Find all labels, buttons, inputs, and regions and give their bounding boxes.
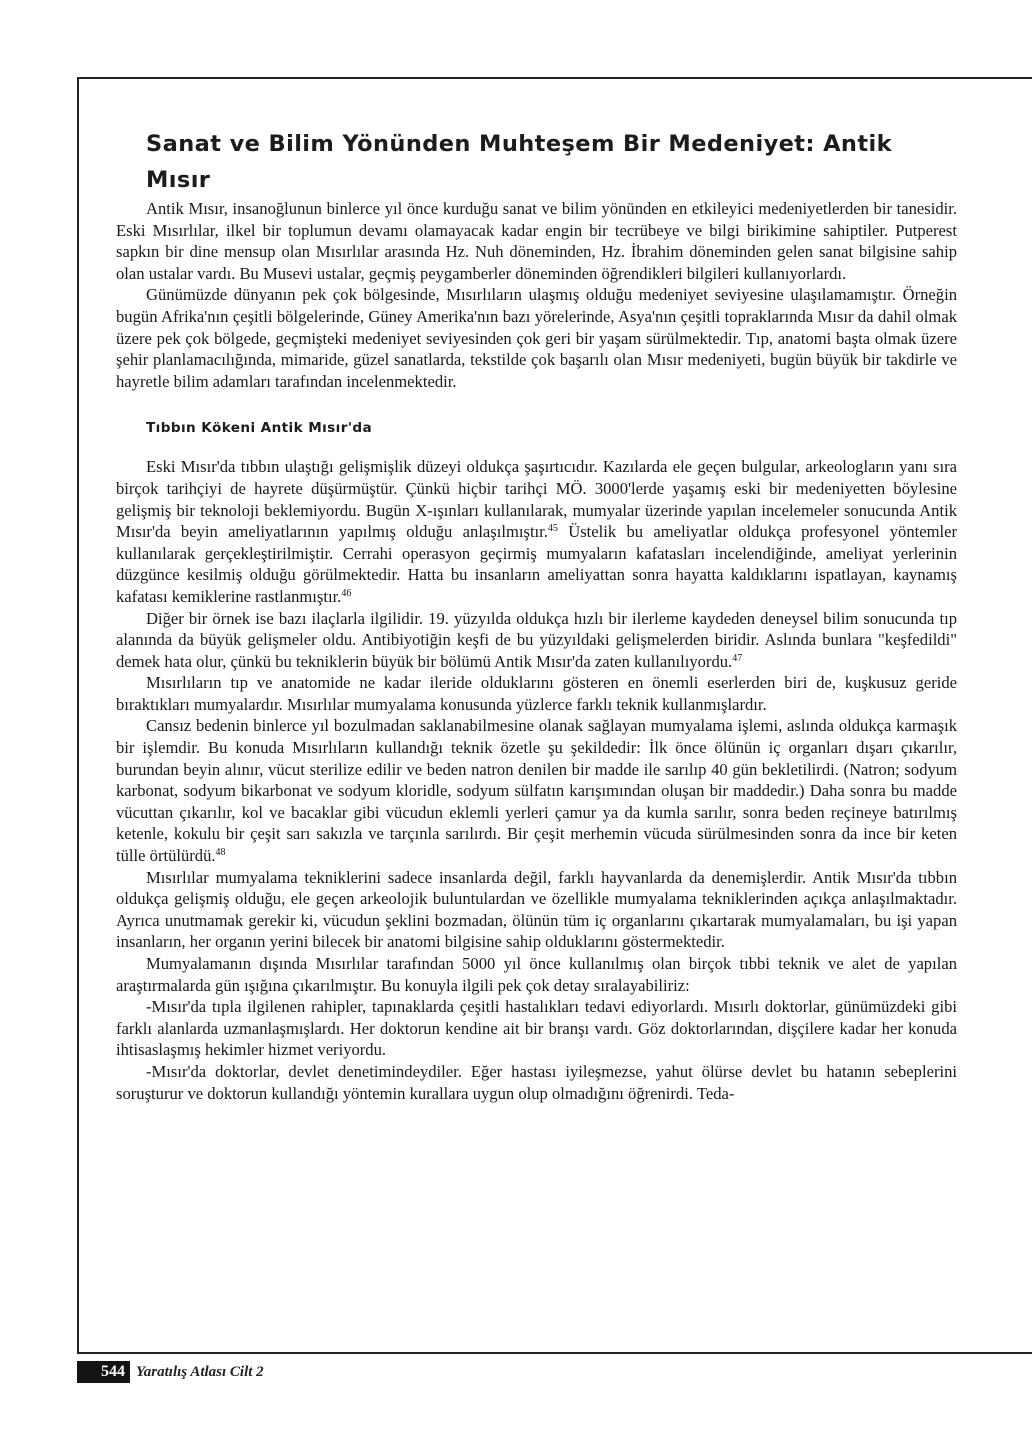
section-heading: Tıbbın Kökeni Antik Mısır'da xyxy=(146,420,373,437)
section-paragraph: Mısırlılar mumyalama tekniklerini sadece insanlarda değil, farklı hayvanlarda da denemişlerdir. Antik Mısır'da tıbbın oldukça gelişmiş olduğu, ele geçen arkeolojik buluntulardan ve özellikle mumyalama tekniklerinden açıkça anlaşılmaktadır. Ayrıca unutmamak gerekir ki, vücudun şeklini bozmadan, ölünün tüm iç organlarını çıkartarak mumyalamaları, bu işi yapan insanların, her organın yerini bilecek bir anatomi bilgisine sahip olduklarını göstermektedir. xyxy=(116,867,957,952)
article-body xyxy=(116,126,957,1104)
footnote-ref: 45 xyxy=(547,523,558,535)
footnote-ref: 47 xyxy=(732,652,743,664)
section-paragraph xyxy=(116,715,957,866)
intro-paragraph: Antik Mısır, insanoğlunun binlerce yıl önce kurduğu sanat ve bilim yönünden en etkileyici medeniyetlerden bir tanesidir. Eski Mısırlılar, ilkel bir toplumun devamı olamayacak kadar engin bir tecrübeye ve bilgi birikimine sahiptiler. Putperest sapkın bir dine mensup olan Mısırlılar arasında Hz. Nuh döneminden, Hz. İbrahim döneminden gelen sanat bilgisine sahip olan ustalar vardı. Bu Musevi ustalar, geçmiş peygamberler döneminden öğrendikleri bilgileri kullanıyorlardı. xyxy=(116,199,957,283)
paragraph-text: Eski Mısır'da tıbbın ulaştığı gelişmişlik düzeyi oldukça şaşırtıcıdır. Kazılarda ele geçen bulgular, arkeologların yanı sıra birçok tarihçiyi de hayrete düşürmüştür. Çünkü hiçbir tarihçi MÖ. 3000'lerde yaşamış eski bir medeniyetten böylesine gelişmiş bir teknoloji beklemiyordu. Bugün X-ışınları kullanılarak, mumyalar üzerinde yapılan incelemeler sonucunda Antik Mısır'da beyin ameliyatlarının yapılmış olduğu anlaşılmıştır. xyxy=(116,457,957,542)
section-paragraph: -Mısır'da tıpla ilgilenen rahipler, tapınaklarda çeşitli hastalıkları tedavi ediyorlardı. Mısırlı doktorlar, günümüzdeki gibi farklı alanlarda uzmanlaşmışlardı. Her doktorun kendine ait bir branşı vardı. Göz doktorlarından, dişçilere kadar her konuda ihtisaslaşmış hekimler hizmet veriyordu. xyxy=(116,997,957,1060)
section-paragraph xyxy=(116,456,957,607)
footnote-ref: 46 xyxy=(341,587,352,599)
section-paragraph xyxy=(116,608,957,673)
book-title: Yaratılış Atlası Cilt 2 xyxy=(136,1363,264,1380)
paragraph-text: Üstelik bu ameliyatlar oldukça profesyonel yöntemler kullanılarak gerçekleştirilmiştir. Cerrahi operasyon geçirmiş mumyaların kafatasları incelendiğinde, ameliyat yerlerinin düzgünce kesilmiş olduğu görülmektedir. Hatta bu insanların ameliyattan sonra hayatta kaldıklarını ispatlayan, kaynamış kafatası kemiklerine rastlanmıştır. xyxy=(116,522,957,606)
section-paragraph: -Mısır'da doktorlar, devlet denetimindeydiler. Eğer hastası iyileşmezse, yahut ölürse devlet bu hatanın sebeplerini soruşturur ve doktorun kullandığı yöntemin kurallara uygun olup olmadığını öğrenirdi. Teda- xyxy=(116,1061,957,1103)
page-number: 544 xyxy=(77,1361,130,1383)
paragraph-text: Diğer bir örnek ise bazı ilaçlarla ilgilidir. 19. yüzyılda oldukça hızlı bir ilerleme kaydeden deneysel bilim sonucunda tıp alanında da büyük gelişmeler oldu. Antibiyotiğin keşfi de bu yüzyıldaki gelişmelerden biridir. Aslında bunlara "keşfedildi" demek hata olur, çünkü bu tekniklerin büyük bir bölümü Antik Mısır'da zaten kullanılıyordu. xyxy=(116,608,957,671)
section-paragraph: Mısırlıların tıp ve anatomide ne kadar ileride olduklarını gösteren en önemli eserlerden biri de, kuşkusuz geride bıraktıkları mumyalardır. Mısırlılar mumyalama konusunda yüzlerce farklı teknik kullanmışlardır. xyxy=(116,673,957,714)
section-paragraph: Mumyalamanın dışında Mısırlılar tarafından 5000 yıl önce kullanılmış olan birçok tıbbi teknik ve alet de yapılan araştırmalarda gün ışığına çıkarılmıştır. Bu konuyla ilgili pek çok detay sıralayabiliriz: xyxy=(116,954,957,995)
page-footer xyxy=(77,1361,264,1383)
footnote-ref: 48 xyxy=(215,847,226,859)
paragraph-text: Cansız bedenin binlerce yıl bozulmadan saklanabilmesine olanak sağlayan mumyalama işlemi, aslında oldukça karmaşık bir işlemdir. Bu konuda Mısırlıların kullandığı teknik özetle şu şekildedir: İlk önce ölünün iç organları dışarı çıkarılır, burundan beyin alınır, vücut sterilize edilir ve beden natron denilen bir madde ile sarılıp 40 gün bekletilirdi. (Natron; sodyum karbonat, sodyum bikarbonat ve sodyum kloridle, sodyum sülfatın karışımından oluşan bir maddedir.) Daha sonra bu madde vücuttan çıkarılır, kol ve bacaklar gibi vücudun eklemli yerleri çamur ya da kumla sarılır, sonra beden reçineye batırılmış ketenle, kokulu bir çeşit sarı sakızla ve tarçınla sarılırdı. Bir çeşit merhemin vücuda sürülmesinden sonra da ince bir keten tülle örtülürdü. xyxy=(116,716,957,866)
intro-paragraph: Günümüzde dünyanın pek çok bölgesinde, Mısırlıların ulaşmış olduğu medeniyet seviyesine ulaşılamamıştır. Örneğin bugün Afrika'nın çeşitli bölgelerinde, Güney Amerika'nın bazı yörelerinde, Asya'nın çeşitli topraklarında Mısır da dahil olmak üzere pek çok bölgede, geçmişteki medeniyet seviyesinden çok geri bir yaşam sürülmektedir. Tıp, anatomi başta olmak üzere şehir planlamacılığında, mimaride, güzel sanatlarda, tekstilde çok başarılı olan Mısır medeniyeti, bugün büyük bir takdirle ve hayretle bilim adamları tarafından incelenmektedir. xyxy=(116,285,957,391)
article-title: Sanat ve Bilim Yönünden Muhteşem Bir Medeniyet: Antik Mısır xyxy=(146,131,892,193)
